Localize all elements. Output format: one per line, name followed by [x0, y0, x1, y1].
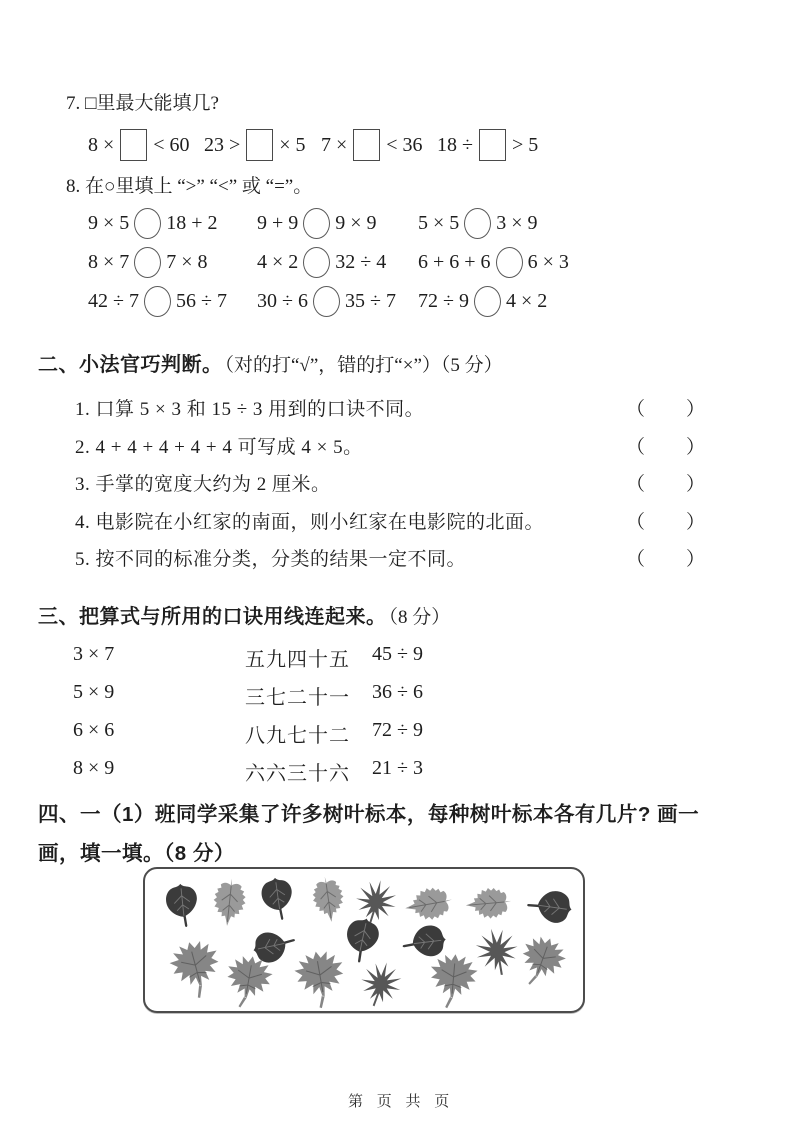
- answer-box[interactable]: [353, 129, 380, 161]
- expr-left: 9 + 9: [257, 212, 299, 234]
- answer-paren[interactable]: （ ）: [626, 512, 707, 533]
- expr-right: 7 × 8: [166, 251, 208, 273]
- comparison-item: [418, 247, 569, 278]
- match-expression[interactable]: 5 × 9: [73, 681, 115, 703]
- comparison-item: [257, 247, 386, 278]
- match-koujue[interactable]: 五九四十五: [245, 649, 350, 671]
- answer-box[interactable]: [246, 129, 273, 161]
- leaf-tulip-icon: [157, 879, 207, 937]
- answer-box[interactable]: [479, 129, 506, 161]
- expr-left: 72 ÷ 9: [418, 290, 469, 312]
- answer-paren[interactable]: （ ）: [626, 474, 707, 495]
- judgment-item: 3. 手掌的宽度大约为 2 厘米。: [75, 474, 331, 495]
- answer-circle[interactable]: [144, 286, 171, 317]
- match-expression[interactable]: 8 × 9: [73, 757, 115, 779]
- comparison-item: [88, 286, 227, 317]
- match-koujue[interactable]: 六六三十六: [245, 763, 350, 785]
- expr-left: 30 ÷ 6: [257, 290, 308, 312]
- answer-box[interactable]: [120, 129, 147, 161]
- answer-paren[interactable]: （ ）: [626, 437, 707, 458]
- section3-heading: [38, 600, 450, 629]
- judgment-item: 4. 电影院在小红家的南面，则小红家在电影院的北面。: [75, 512, 545, 533]
- section2-subtitle: （对的打“√”，错的打“×”）（5 分）: [224, 355, 503, 376]
- section3-score: （8 分）: [388, 607, 451, 628]
- expr-post: < 36: [386, 133, 423, 156]
- expr-pre: 7 ×: [321, 133, 348, 156]
- leaf-maple-icon: [218, 950, 278, 1018]
- judgment-item: 2. 4 + 4 + 4 + 4 + 4 可写成 4 × 5。: [75, 437, 363, 458]
- q7-item: [437, 129, 538, 161]
- match-koujue[interactable]: 八九七十二: [245, 725, 350, 747]
- expr-post: × 5: [279, 133, 306, 156]
- answer-paren[interactable]: （ ）: [626, 549, 707, 570]
- match-expression[interactable]: 21 ÷ 3: [372, 757, 423, 779]
- expr-left: 5 × 5: [418, 212, 460, 234]
- expr-left: 4 × 2: [257, 251, 299, 273]
- expr-right: 3 × 9: [496, 212, 538, 234]
- expr-right: 4 × 2: [505, 290, 548, 312]
- match-expression[interactable]: 36 ÷ 6: [372, 681, 423, 703]
- match-expression[interactable]: 6 × 6: [73, 719, 115, 741]
- match-koujue[interactable]: 三七二十一: [245, 687, 350, 709]
- comparison-item: [88, 208, 218, 239]
- comparison-item: [418, 286, 547, 317]
- answer-circle[interactable]: [496, 247, 523, 278]
- comparison-item: [88, 247, 208, 278]
- leaf-maple-icon: [289, 945, 353, 1018]
- leaf-maple-icon: [424, 950, 481, 1017]
- judgment-item: 1. 口算 5 × 3 和 15 ÷ 3 用到的口诀不同。: [75, 399, 425, 420]
- q8-title: 8. 在○里填上 “>” “<” 或 “=”。: [66, 176, 313, 197]
- q7-item: [321, 129, 423, 161]
- expr-right: 32 ÷ 4: [335, 251, 387, 273]
- answer-circle[interactable]: [303, 208, 330, 239]
- answer-circle[interactable]: [313, 286, 340, 317]
- expr-right: 35 ÷ 7: [344, 290, 396, 312]
- expr-right: 18 + 2: [166, 212, 218, 234]
- answer-circle[interactable]: [134, 247, 161, 278]
- answer-circle[interactable]: [134, 208, 161, 239]
- expr-left: 9 × 5: [88, 212, 130, 234]
- section2-title: 二、小法官巧判断。: [38, 354, 223, 376]
- expr-pre: 8 ×: [88, 133, 115, 156]
- comparison-item: [418, 208, 538, 239]
- leaf-tulip-icon: [515, 877, 579, 933]
- expr-pre: 23 >: [204, 133, 241, 156]
- q7-item: [88, 129, 190, 161]
- q7-title: 7. □里最大能填几?: [66, 93, 219, 114]
- comparison-item: [257, 286, 396, 317]
- expr-left: 42 ÷ 7: [88, 290, 139, 312]
- answer-paren[interactable]: （ ）: [626, 399, 707, 420]
- expr-left: 6 + 6 + 6: [418, 251, 491, 273]
- page-footer: 第 页 共 页: [348, 1094, 455, 1110]
- comparison-item: [257, 208, 377, 239]
- expr-right: 9 × 9: [335, 212, 377, 234]
- judgment-item: 5. 按不同的标准分类，分类的结果一定不同。: [75, 549, 467, 570]
- q7-item: [204, 129, 306, 161]
- match-expression[interactable]: 72 ÷ 9: [372, 719, 423, 741]
- answer-circle[interactable]: [474, 286, 501, 317]
- expr-post: > 5: [511, 133, 539, 156]
- expr-left: 8 × 7: [88, 251, 130, 273]
- expr-post: < 60: [153, 133, 190, 156]
- answer-circle[interactable]: [303, 247, 330, 278]
- expr-right: 6 × 3: [527, 251, 569, 273]
- section3-title: 三、把算式与所用的口诀用线连起来。: [38, 606, 387, 628]
- section4-heading-line1: 四、一（1）班同学采集了许多树叶标本，每种树叶标本各有几片? 画一: [38, 803, 700, 826]
- match-expression[interactable]: 45 ÷ 9: [372, 643, 423, 665]
- match-expression[interactable]: 3 × 7: [73, 643, 115, 665]
- section2-heading: [38, 348, 503, 377]
- section4-heading-line2: 画，填一填。（8 分）: [38, 842, 235, 865]
- leaf-box: [143, 867, 585, 1013]
- expr-pre: 18 ÷: [437, 133, 473, 156]
- expr-right: 56 ÷ 7: [175, 290, 227, 312]
- answer-circle[interactable]: [464, 208, 491, 239]
